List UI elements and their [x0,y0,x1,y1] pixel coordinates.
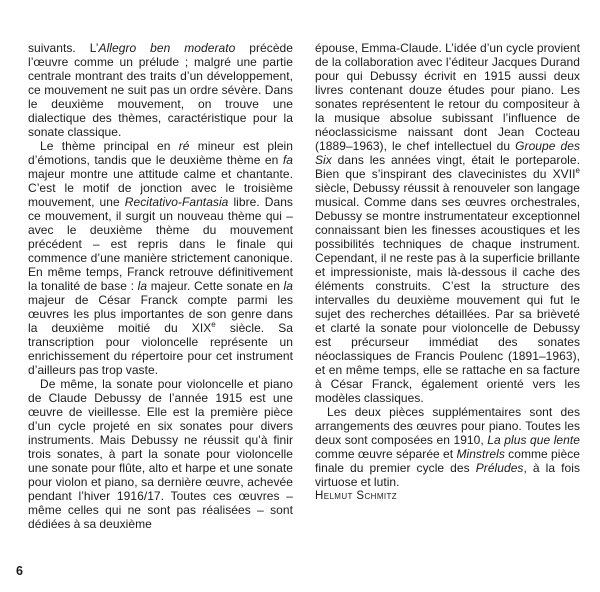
italic-text: Préludes [475,461,524,475]
page-number: 6 [16,564,23,578]
italic-text: la [137,279,148,293]
text-run: précède l’œuvre comme un prélude ; malgré une partie centrale montrant des traits d’un développement, ce mouvement ne suit pas un ordre sévère. Dans le deuxième mouvement, on trouve une dialectique des thèmes, caractéristique pour la sonate classique. [28,41,293,139]
text-run: libre. Dans ce mouvement, il surgit un nouveau thème qui – avec le deuxième thème du mouvement précédent – est repris dans le finale qui commence d’une manière strictement canonique. En même temps, Franck retrouve définitivement la tonalité de base : [28,195,293,293]
text-run: dans les années vingt, était le porteparole. Bien que s’inspirant des clavecinistes du XVII [315,153,580,181]
right-column [315,41,580,531]
italic-text: Recitativo-Fantasia [124,195,229,209]
text-run: Les deux pièces supplémentaires sont des arrangements des œuvres pour piano. Toutes les deux sont composées en 1910, [315,405,580,447]
text-run: majeur montre une attitude calme et chantante. C’est le motif de jonction avec le troisième mouvement, une [28,167,293,209]
paragraph [28,41,293,139]
italic-text: Allegro ben moderato [98,41,236,55]
superscript: e [575,166,580,175]
paragraph [28,139,293,377]
text-run: mineur est plein d’émotions, tandis que le deuxième thème en [28,139,293,167]
text-run: majeur. Cette sonate en [147,279,284,293]
italic-text: fa [282,153,293,167]
italic-text: Groupe des Six [315,139,580,167]
left-column [28,41,293,531]
text-run: , à la fois virtuose et lutin. [315,461,581,489]
text-run: Le thème principal en [40,139,179,153]
superscript: e [211,320,216,329]
paragraph [315,41,580,405]
text-run: épouse, Emma-Claude. L’idée d’un cycle provient de la collaboration avec l’éditeur Jacques Durand pour qui Debussy écrivit en 1915 aussi deux livres contenant douze études pour piano. Les sonates représentent le retour du compositeur à la musique absolue subissant l’influence de néoclassicisme naissant dont Jean Cocteau (1889–1963), le chef intellectuel du [315,41,580,153]
italic-text: la [283,279,293,293]
text-run: siècle, Debussy réussit à renouveler son langage musical. Comme dans ses œuvres orchestrales, Debussy se montre instrumentateur exceptionnel connaissant bien les finesses acoustiques et les possibilités techniques de chaque instrument. Cependant, il ne reste pas à la superficie brillante et impressioniste, mais là-dessous il cache des éléments construits. C’est la structure des intervalles du deuxième mouvement qui fut le sujet des recherches détaillées. Par sa brièveté et clarté la sonate pour violoncelle de Debussy est précurseur immédiat des sonates néoclassiques de Francis Poulenc (1891–1963), et en même temps, elle se rattache en sa facture à César Franck, également orienté vers les modèles classiques. [315,181,580,405]
italic-text: Minstrels [456,447,505,461]
text-run: majeur de César Franck compte parmi les œuvres les plus importantes de son genre dans la deuxième moitié du XIX [28,293,293,335]
text-run: siècle. Sa transcription pour violoncelle représente un enrichissement du répertoire pour cet instrument d’ailleurs pas trop vaste. [28,321,293,377]
italic-text: ré [178,139,190,153]
text-run: comme œuvre séparée et [315,447,457,461]
paragraph [28,377,293,531]
author-signature: Helmut Schmitz [315,490,398,502]
italic-text: La plus que lente [487,433,580,447]
text-columns [28,41,580,531]
text-run: comme pièce finale du premier cycle des [315,447,580,475]
paragraph [315,405,580,489]
text-run: suivants. L’ [28,41,99,55]
text-run: De même, la sonate pour violoncelle et piano de Claude Debussy de l’année 1915 est une œuvre de vieillesse. Elle est la première pièce d’un cycle projeté en six sonates pour divers instruments. Mais Debussy ne réussit qu’à finir trois sonates, à part la sonate pour violoncelle une sonate pour flûte, alto et harpe et une sonate pour violon et piano, sa dernière œuvre, achevée pendant l’hiver 1916/17. Toutes ces œuvres – même celles qui ne sont pas réalisées – sont dédiées à sa deuxième [28,377,293,531]
